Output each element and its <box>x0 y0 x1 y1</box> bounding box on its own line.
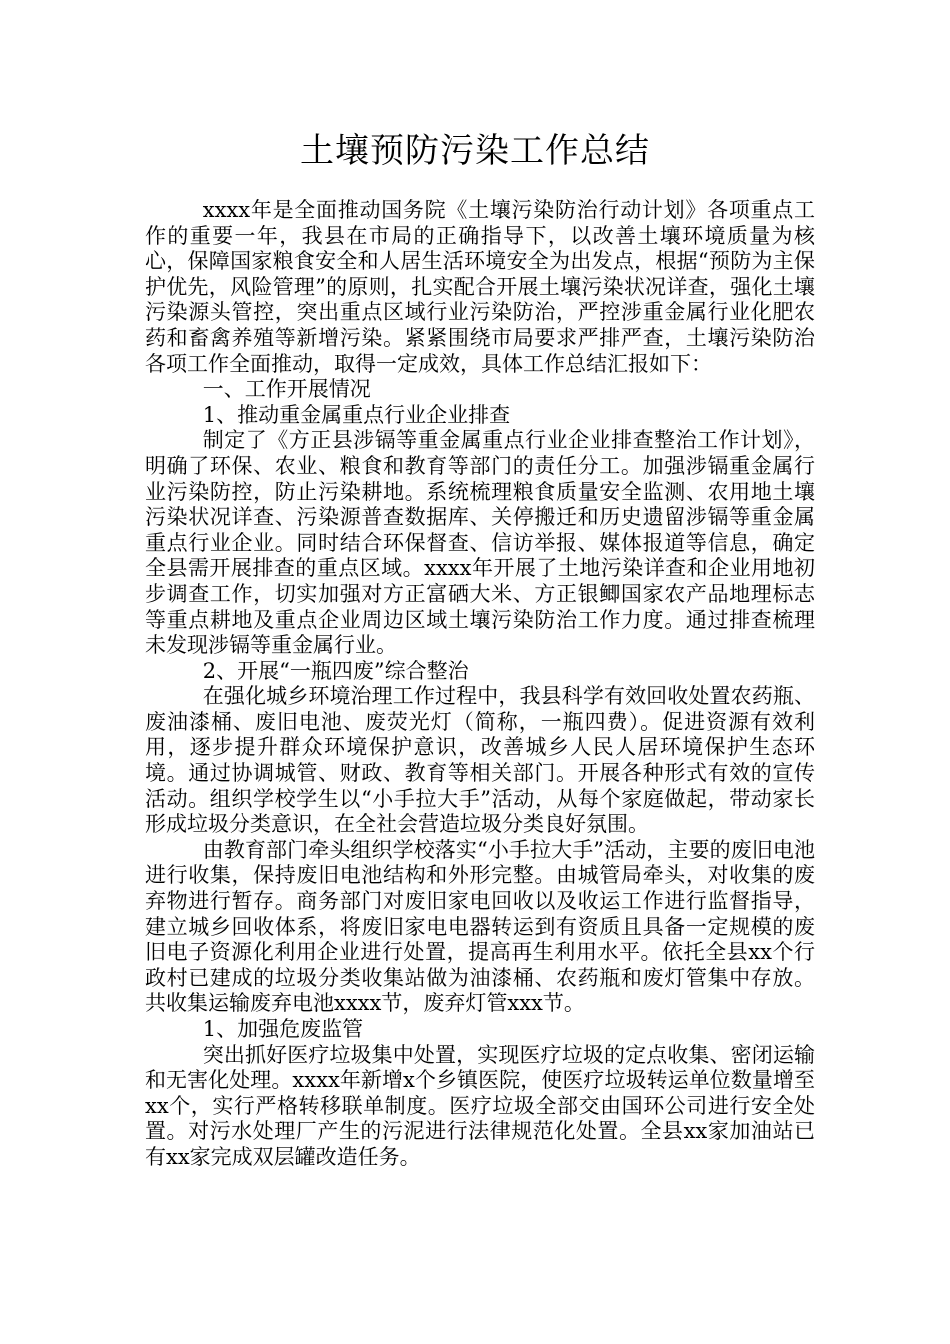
document-title: 土壤预防污染工作总结 <box>300 131 650 171</box>
intro-paragraph: xxxx年是全面推动国务院《土壤污染防治行动计划》各项重点工作的重要一年，我县在市局的正确指导下，以改善土壤环境质量为核心，保障国家粮食安全和人居生活环境安全为出发点，根据“预防为主保护优先，风险管理”的原则，扎实配合开展土壤污染状况详查，强化土壤污染源头管控，突出重点区域行业污染防治，严控涉重金属行业化肥农药和畜禽养殖等新增污染。紧紧围绕市局要求严排严查，土壤污染防治各项工作全面推动，取得一定成效，具体工作总结汇报如下： <box>145 198 815 376</box>
item-heading-heavy-metal: 1、推动重金属重点行业企业排查 <box>202 402 511 427</box>
section-heading-work-status: 一、工作开展情况 <box>202 377 371 402</box>
paragraph-hazardous-waste: 突出抓好医疗垃圾集中处置，实现医疗垃圾的定点收集、密闭运输和无害化处理。xxxx年新增x个乡镇医院，使医疗垃圾转运单位数量增至xx个，实行严格转移联单制度。医疗垃圾全部交由国环公司进行安全处置。对污水处理厂产生的污泥进行法律规范化处置。全县xx家加油站已有xx家完成双层罐改造任务。 <box>145 1042 815 1169</box>
item-heading-bottle-waste: 2、开展“一瓶四废”综合整治 <box>202 658 469 683</box>
paragraph-heavy-metal: 制定了《方正县涉镉等重金属重点行业企业排查整治工作计划》，明确了环保、农业、粮食和教育等部门的责任分工。加强涉镉重金属行业污染防控，防止污染耕地。系统梳理粮食质量安全监测、农用地土壤污染状况详查、污染源普查数据库、关停搬迁和历史遗留涉镉等重金属重点行业企业。同时结合环保督查、信访举报、媒体报道等信息，确定全县需开展排查的重点区域。xxxx年开展了土地污染详查和企业用地初步调查工作，切实加强对方正富硒大米、方正银鲫国家农产品地理标志等重点耕地及重点企业周边区域土壤污染防治工作力度。通过排查梳理未发现涉镉等重金属行业。 <box>145 428 815 658</box>
item-heading-hazardous-waste: 1、加强危废监管 <box>202 1017 364 1041</box>
paragraph-bottle-waste-1: 在强化城乡环境治理工作过程中，我县科学有效回收处置农药瓶、废油漆桶、废旧电池、废荧光灯（简称，一瓶四费）。促进资源有效利用，逐步提升群众环境保护意识，改善城乡人民人居环境保护生态环境。通过协调城管、财政、教育等相关部门。开展各种形式有效的宣传活动。组织学校学生以“小手拉大手”活动，从每个家庭做起，带动家长形成垃圾分类意识，在全社会营造垃圾分类良好氛围。 <box>145 684 815 837</box>
paragraph-bottle-waste-2: 由教育部门牵头组织学校落实“小手拉大手”活动，主要的废旧电池进行收集，保持废旧电池结构和外形完整。由城管局牵头，对收集的废弃物进行暂存。商务部门对废旧家电回收以及收运工作进行监督指导，建立城乡回收体系，将废旧家电电器转运到有资质且具备一定规模的废旧电子资源化利用企业进行处置，提高再生利用水平。依托全县xx个行政村已建成的垃圾分类收集站做为油漆桶、农药瓶和废灯管集中存放。共收集运输废弃电池xxxx节，废弃灯管xxx节。 <box>145 837 815 1016</box>
document-body <box>145 198 815 1171</box>
